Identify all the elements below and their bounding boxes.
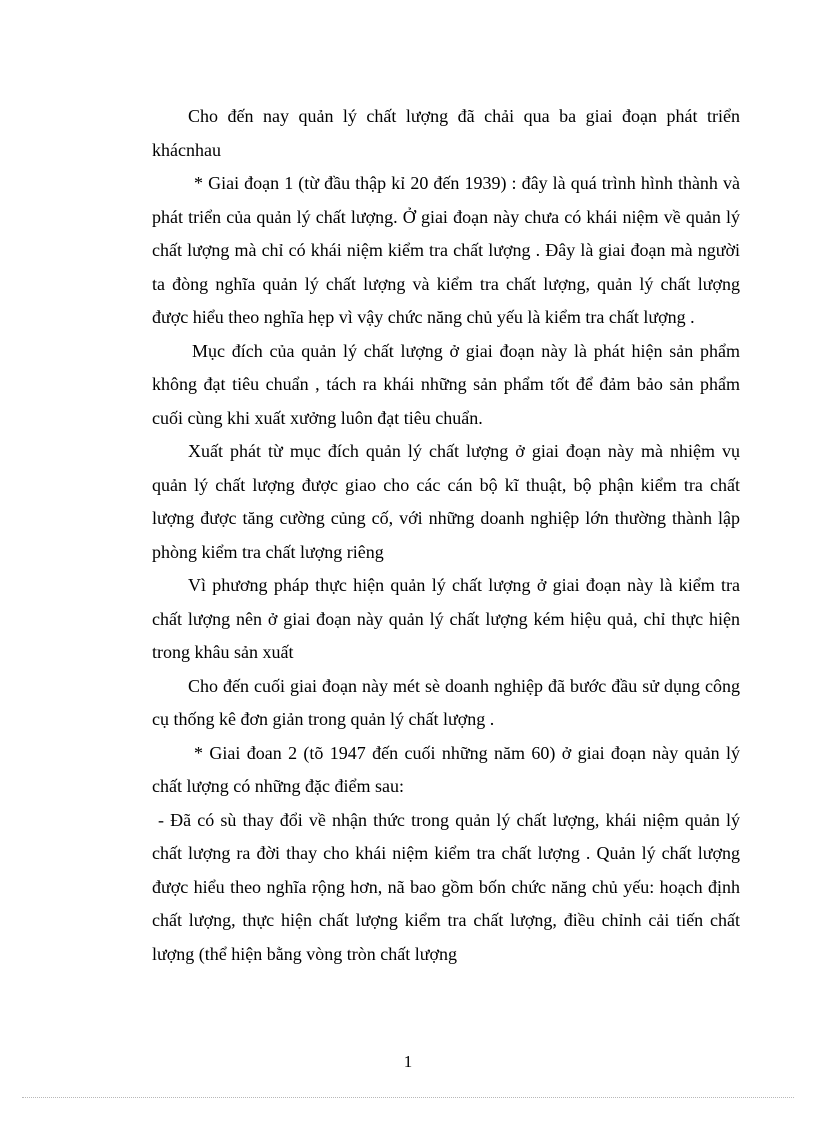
paragraph-end-of-stage: Cho đến cuối giai đoạn này mét sè doanh nghiệp đã bước đầu sử dụng công cụ thống kê đơn giản trong quản lý chất lượng . xyxy=(152,675,740,729)
paragraph-origin: Xuất phát từ mục đích quản lý chất lượng ở giai đoạn này mà nhiệm vụ quản lý chất lượng được giao cho các cán bộ kĩ thuật, bộ phận kiểm tra chất lượng được tăng cường củng cố, với những doanh nghiệp lớn thường thành lập phòng kiểm tra chất lượng riêng xyxy=(152,441,740,562)
paragraph-purpose: Mục đích của quản lý chất lượng ở giai đoạn này là phát hiện sản phẩm không đạt tiêu chuẩn , tách ra khái những sản phẩm tốt để đảm bảo sản phẩm cuối cùng khi xuất xưởng luôn đạt tiêu chuẩn. xyxy=(152,340,740,428)
paragraph-method: Vì phương pháp thực hiện quản lý chất lượng ở giai đoạn này là kiểm tra chất lượng nên ở giai đoạn này quản lý chất lượng kém hiệu quả, chỉ thực hiện trong khâu sản xuất xyxy=(152,575,740,662)
paragraph-intro: Cho đến nay quản lý chất lượng đã chải qua ba giai đoạn phát triển khácnhau xyxy=(152,106,740,160)
paragraph-dash-item: - Đã có sù thay đổi về nhận thức trong quản lý chất lượng, khái niệm quản lý chất lượng ra đời thay cho khái niệm kiểm tra chất lượng . Quản lý chất lượng được hiểu theo nghĩa rộng hơn, nã bao gồm bốn chức năng chủ yếu: hoạch định chất lượng, thực hiện chất lượng kiểm tra chất lượng, điều chỉnh cải tiến chất lượng (thể hiện bằng vòng tròn chất lượng xyxy=(152,809,740,964)
footer-divider xyxy=(22,1097,794,1098)
page-number: 1 xyxy=(403,1052,413,1071)
body-text xyxy=(152,100,740,971)
paragraph-stage-1: * Giai đoạn 1 (từ đầu thập kỉ 20 đến 1939) : đây là quá trình hình thành và phát triển của quản lý chất lượng. Ở giai đoạn này chưa có khái niệm về quản lý chất lượng mà chỉ có khái niệm kiểm tra chất lượng . Đây là giai đoạn mà người ta đòng nghĩa quản lý chất lượng và kiểm tra chất lượng, quản lý chất lượng được hiểu theo nghĩa hẹp vì vậy chức năng chủ yếu là kiểm tra chất lượng . xyxy=(152,173,740,327)
paragraph-stage-2: * Giai đoan 2 (tõ 1947 đến cuối những năm 60) ở giai đoạn này quản lý chất lượng có những đặc điểm sau: xyxy=(152,742,740,796)
